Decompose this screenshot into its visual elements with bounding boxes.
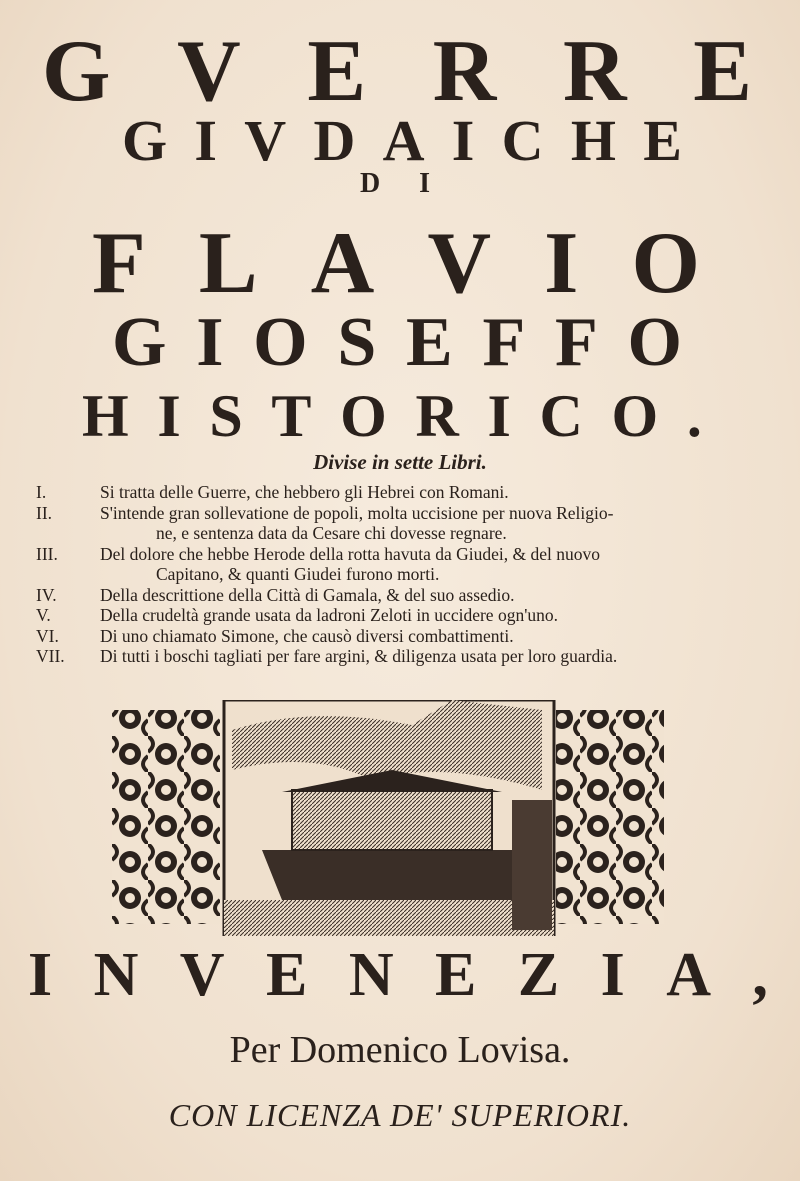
title-letter: F (482, 304, 526, 381)
book-entry (36, 482, 796, 503)
ark-scene (224, 700, 554, 936)
title-letter: I (544, 215, 579, 312)
book-number: VII. (36, 646, 65, 666)
title-letter: . (686, 383, 702, 449)
author-descriptor (82, 383, 702, 449)
floral-ornament-right (556, 710, 664, 924)
book-entry (36, 646, 796, 667)
book-description: Si tratta delle Guerre, che hebbero gli Hebrei con Romani. (100, 482, 509, 502)
book-description-cont: Capitano, & quanti Giudei furono morti. (156, 564, 440, 584)
book-entry (36, 585, 796, 606)
book-description: S'intende gran sollevatione de popoli, molta uccisione per nuova Religio- (100, 502, 614, 523)
title-letter: I (194, 108, 217, 173)
title-letter: O (253, 304, 308, 381)
title-line-3 (360, 170, 430, 198)
title-letter: G (42, 23, 111, 120)
title-letter: E (406, 304, 453, 381)
title-letter: V (177, 23, 241, 120)
title-letter: D (360, 168, 381, 199)
title-letter: C (501, 108, 544, 173)
book-description: Del dolore che hebbe Herode della rotta havuta da Giudei, & del nuovo (100, 543, 601, 564)
floral-ornament-left (112, 710, 220, 924)
title-line-2 (122, 108, 682, 173)
title-letter: H (82, 383, 129, 449)
imprint-printer: Per Domenico Lovisa. (229, 1029, 571, 1071)
book-entry (36, 626, 796, 647)
imprint-place (28, 941, 768, 1009)
book-entry (36, 605, 796, 626)
title-letter: A (382, 108, 425, 173)
title-letter: E (643, 108, 682, 173)
book-entry (36, 503, 796, 544)
book-number: II. (36, 502, 53, 523)
title-letter: E (693, 23, 752, 120)
author-line-1 (92, 215, 700, 312)
book-number: I. (36, 482, 47, 502)
book-entry (36, 544, 796, 585)
title-letter: O (627, 304, 682, 381)
title-letter: V (427, 215, 492, 312)
title-letter: R (432, 23, 497, 120)
title-letter: A (310, 215, 375, 312)
title-letter: O (340, 383, 387, 449)
title-letter: S (209, 383, 243, 449)
title-letter: I (28, 941, 53, 1009)
title-letter: R (415, 383, 459, 449)
author-line-2 (112, 304, 682, 381)
book-number: V. (36, 605, 51, 625)
title-letter: F (554, 304, 598, 381)
title-letter: E (266, 941, 308, 1009)
book-contents-list (36, 482, 796, 667)
title-letter: N (348, 941, 394, 1009)
title-letter: T (271, 383, 312, 449)
title-letter: L (198, 215, 258, 312)
title-letter: I (157, 383, 181, 449)
title-letter: , (752, 941, 768, 1009)
title-letter: R (563, 23, 627, 120)
title-letter: F (92, 215, 146, 312)
title-letter: I (419, 168, 430, 199)
subtitle: Divise in sette Libri. (313, 450, 487, 474)
title-letter: O (631, 215, 700, 312)
book-description-cont: ne, e sentenza data da Cesare chi dovesse regnare. (156, 523, 507, 543)
title-letter: E (435, 941, 477, 1009)
title-letter: V (179, 941, 225, 1009)
title-letter: I (451, 108, 475, 173)
title-letter: G (112, 304, 167, 381)
title-letter: A (666, 941, 711, 1009)
book-description: Di tutti i boschi tagliati per fare argini, & diligenza usata per loro guardia. (100, 646, 618, 666)
title-letter: N (93, 941, 139, 1009)
title-letter: D (313, 108, 356, 173)
title-letter: V (244, 108, 287, 173)
woodcut-noahs-ark-illustration (112, 700, 668, 936)
title-letter: I (487, 383, 511, 449)
title-letter: C (539, 383, 583, 449)
title-letter: S (337, 304, 377, 381)
title-letter: E (307, 23, 367, 120)
book-number: III. (36, 543, 58, 564)
imprint-license: CON LICENZA DE' SUPERIORI. (168, 1097, 632, 1133)
book-description: Della descrittione della Città di Gamala, & del suo assedio. (100, 584, 515, 605)
title-line-1 (42, 23, 752, 120)
title-letter: G (122, 108, 168, 173)
title-letter: I (196, 304, 224, 381)
book-description: Della crudeltà grande usata da ladroni Zeloti in uccidere ogn'uno. (100, 605, 558, 625)
book-number: IV. (36, 584, 57, 605)
title-letter: Z (517, 941, 560, 1009)
book-number: VI. (36, 625, 59, 646)
title-letter: H (570, 108, 616, 173)
title-letter: O (611, 383, 659, 449)
title-letter: I (600, 941, 625, 1009)
book-description: Di uno chiamato Simone, che causò diversi combattimenti. (100, 625, 514, 646)
